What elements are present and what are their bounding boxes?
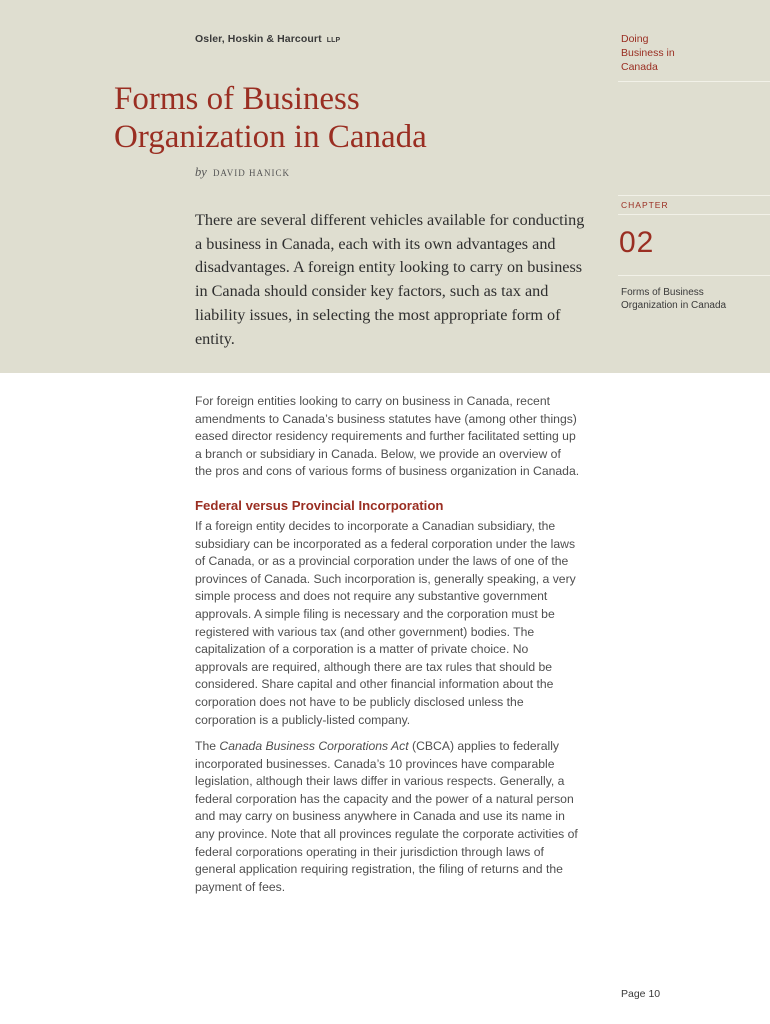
intro-paragraph: There are several different vehicles available for conducting a business in Canada, each with its own advantages and disadvantages. A foreign entity looking to carry on business in Canada should consider key factors, such as tax and liability issues, in selecting the most appropriate form of entity. bbox=[195, 211, 585, 348]
firm-name-text: Osler, Hoskin & Harcourt bbox=[195, 33, 322, 45]
chapter-number: 02 bbox=[619, 226, 655, 259]
act-title: Canada Business Corporations Act bbox=[219, 739, 409, 754]
body-paragraph bbox=[195, 738, 580, 896]
sidebar-divider bbox=[618, 195, 770, 196]
chapter-name-line2: Organization in Canada bbox=[621, 300, 727, 311]
chapter-label: CHAPTER bbox=[621, 200, 669, 210]
page-number: Page 10 bbox=[621, 988, 661, 1000]
page-title-line2: Organization in Canada bbox=[114, 119, 427, 155]
section-heading: Federal versus Provincial Incorporation bbox=[195, 497, 444, 513]
paragraph-rest: (CBCA) applies to federally incorporated businesses. Canada’s 10 provinces have comparable legislation, although their laws differ in various respects. Generally, a federal corporation has the capacity and the power of a natural person and may carry on business anywhere in Canada and use its name in any province. Note that all provinces regulate the corporate activities of federal corporations operating in their jurisdiction through laws of general application requiring registration, the filing of returns and the payment of fees. bbox=[195, 739, 578, 894]
paragraph-lead: The bbox=[195, 739, 217, 754]
series-title-line3: Canada bbox=[621, 60, 658, 73]
byline bbox=[195, 165, 290, 180]
sidebar-divider bbox=[618, 275, 770, 276]
page-title-line1: Forms of Business bbox=[114, 81, 360, 117]
firm-suffix: LLP bbox=[326, 37, 341, 44]
body-paragraph: If a foreign entity decides to incorporate a Canadian subsidiary, the subsidiary can be incorporated as a federal corporation under the laws of Canada, or as a provincial corporation under the laws of one of the provinces of Canada. Such incorporation is, generally speaking, a very simple process and does not require any substantive government approvals. A simple filing is necessary and the corporation must be registered with various tax (and other government) bodies. The capitalization of a corporation is a matter of private choice. No approvals are required, although there are tax rules that should be considered. Share capital and other financial information about the corporation does not have to be publicly disclosed unless the corporation is a publicly-listed company. bbox=[195, 518, 576, 727]
series-title bbox=[621, 33, 761, 74]
sidebar-divider bbox=[618, 214, 770, 215]
series-title-line1: Doing bbox=[621, 33, 649, 45]
body-paragraph: For foreign entities looking to carry on business in Canada, recent amendments to Canada’s business statutes have (among other things) eased director residency requirements and further facilitated setting up a branch or subsidiary in Canada. Below, we provide an overview of the pros and cons of various forms of business organization in Canada. bbox=[195, 394, 580, 479]
firm-name bbox=[195, 33, 340, 45]
chapter-name bbox=[621, 286, 761, 312]
series-title-line2: Business in bbox=[621, 46, 675, 59]
byline-by: by bbox=[195, 165, 207, 179]
sidebar-divider bbox=[618, 81, 770, 82]
chapter-name-line1: Forms of Business bbox=[621, 287, 704, 298]
body-text bbox=[195, 393, 580, 905]
author-name: DAVID HANICK bbox=[212, 168, 291, 178]
page-title bbox=[114, 80, 427, 156]
